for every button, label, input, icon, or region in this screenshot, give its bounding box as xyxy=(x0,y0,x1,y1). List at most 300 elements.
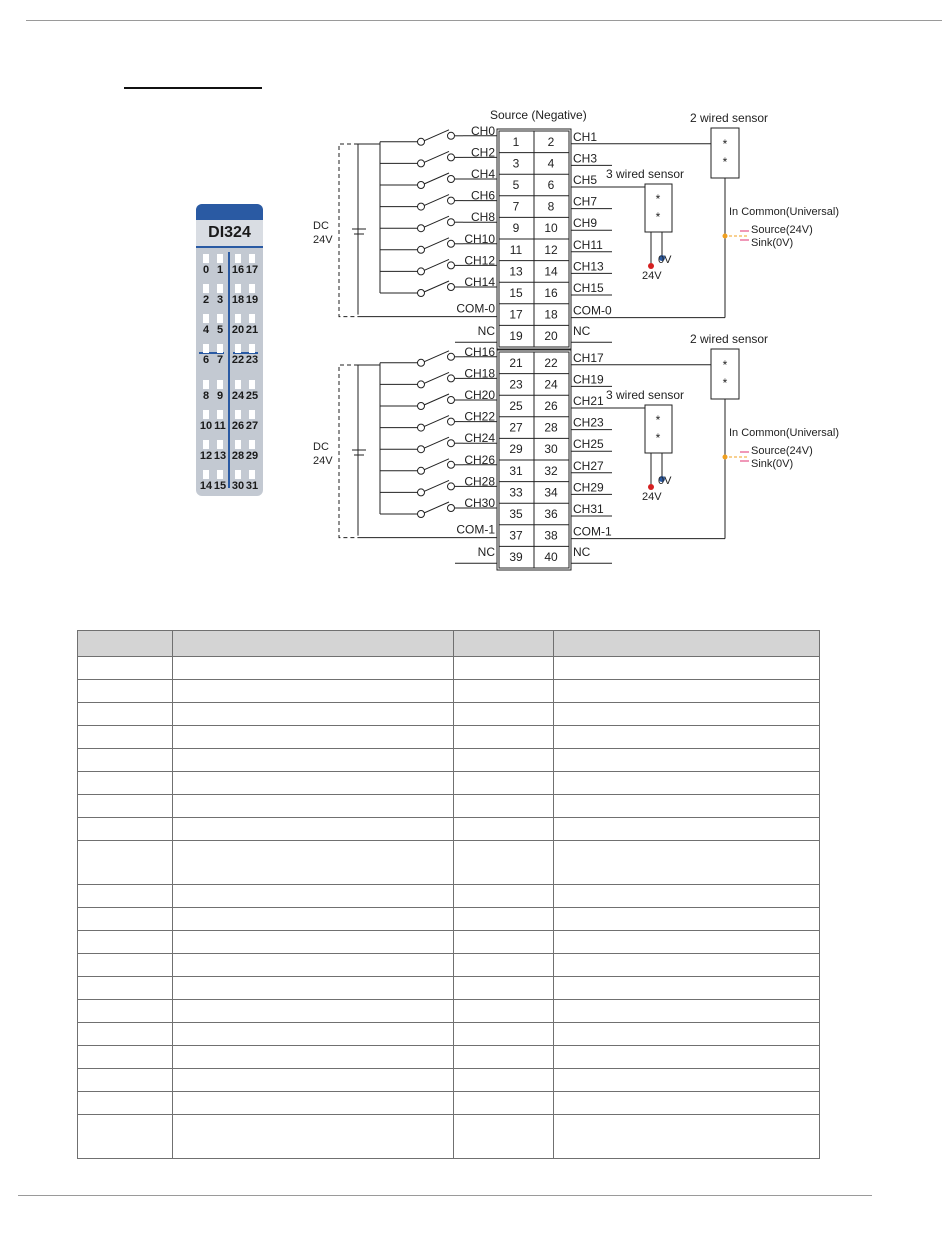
table-cell xyxy=(454,1000,554,1023)
channel-label-right: CH23 xyxy=(573,415,604,430)
terminal-24v-dot xyxy=(648,484,654,490)
module-pin-label xyxy=(244,440,260,462)
table-cell xyxy=(554,931,820,954)
pin-slot xyxy=(235,440,241,449)
table-cell xyxy=(78,885,173,908)
switch-blade xyxy=(424,394,449,405)
table-cell xyxy=(554,657,820,680)
module-pin-label xyxy=(212,254,228,276)
terminal-number: 38 xyxy=(544,528,558,543)
table-cell xyxy=(78,931,173,954)
module-pin-label xyxy=(244,314,260,336)
table-cell xyxy=(554,772,820,795)
module-pin-label xyxy=(244,410,260,432)
table-cell xyxy=(454,977,554,1000)
terminal-number: 7 xyxy=(512,199,520,214)
switch-blade xyxy=(424,259,449,270)
pin-slot xyxy=(235,380,241,389)
table-cell xyxy=(173,703,454,726)
switch-contact xyxy=(448,353,455,360)
com-label-left: COM-0 xyxy=(456,301,495,316)
terminal-number: 27 xyxy=(509,420,523,435)
common-node xyxy=(723,455,728,460)
pin-number: 11 xyxy=(214,420,226,432)
pin-slot xyxy=(235,410,241,419)
switch-blade xyxy=(424,130,449,141)
pin-slot xyxy=(217,440,223,449)
switch-blade xyxy=(424,351,449,362)
sensor-mark: * xyxy=(655,210,661,224)
terminal-number: 24 xyxy=(544,377,558,392)
pin-number: 31 xyxy=(245,480,259,492)
table-cell xyxy=(78,726,173,749)
terminal-number: 29 xyxy=(509,442,523,457)
channel-label-left: CH12 xyxy=(464,253,495,268)
table-cell xyxy=(78,841,173,885)
channel-label-right: CH21 xyxy=(573,394,604,408)
data-table xyxy=(77,630,820,1159)
dc-voltage-label: 24V xyxy=(313,234,333,246)
switch-contact xyxy=(418,511,425,518)
pin-slot xyxy=(249,254,255,263)
terminal-number: 6 xyxy=(547,178,555,192)
channel-label-right: CH15 xyxy=(573,281,604,295)
pin-number: 22 xyxy=(231,354,245,366)
switch-contact xyxy=(448,505,455,512)
pin-slot xyxy=(235,470,241,479)
switch-contact xyxy=(448,240,455,247)
table-row xyxy=(78,703,820,726)
switch-contact xyxy=(448,440,455,447)
table-cell xyxy=(554,1000,820,1023)
external-supply-dashed xyxy=(339,365,358,538)
table-cell xyxy=(554,1092,820,1115)
table-header-row xyxy=(78,631,820,657)
terminal-number: 33 xyxy=(509,485,523,500)
table-row xyxy=(78,818,820,841)
channel-label-right: CH27 xyxy=(573,458,604,473)
table-cell xyxy=(78,1115,173,1159)
switch-contact xyxy=(418,403,425,410)
pin-slot xyxy=(203,344,209,353)
table-cell xyxy=(78,749,173,772)
table-cell xyxy=(554,749,820,772)
table-header-cell xyxy=(78,631,173,657)
dc-voltage-label: 24V xyxy=(313,455,333,467)
table-cell xyxy=(454,1069,554,1092)
table-cell xyxy=(78,795,173,818)
pin-number: 17 xyxy=(245,264,259,276)
pin-slot xyxy=(249,470,255,479)
sensor-mark: * xyxy=(655,192,661,206)
com-label-right: COM-1 xyxy=(573,524,612,539)
table-header-cell xyxy=(554,631,820,657)
module-pin-row xyxy=(196,410,263,432)
two-wire-sensor-label: 2 wired sensor xyxy=(690,332,769,346)
module-pin-label xyxy=(212,410,228,432)
table-cell xyxy=(173,841,454,885)
table-cell xyxy=(554,703,820,726)
terminal-number: 18 xyxy=(544,307,558,322)
pin-slot xyxy=(217,470,223,479)
two-wire-sensor-label: 2 wired sensor xyxy=(690,111,769,125)
pin-number: 29 xyxy=(245,450,259,462)
table-row xyxy=(78,954,820,977)
pin-number: 1 xyxy=(216,264,224,276)
zero-volt-label: 0V xyxy=(658,254,672,266)
table-cell xyxy=(173,772,454,795)
pin-number: 30 xyxy=(231,480,245,492)
module-pin-area xyxy=(196,248,263,496)
channel-label-left: CH28 xyxy=(464,474,495,489)
table-row xyxy=(78,680,820,703)
channel-label-right: CH13 xyxy=(573,259,604,274)
switch-blade xyxy=(424,502,449,513)
switch-contact xyxy=(448,375,455,382)
pin-number: 27 xyxy=(245,420,259,432)
table-cell xyxy=(554,680,820,703)
pin-number: 14 xyxy=(199,480,213,492)
sensor-mark: * xyxy=(655,413,661,427)
table-cell xyxy=(454,772,554,795)
channel-label-left: CH8 xyxy=(470,210,495,225)
channel-label-right: CH19 xyxy=(573,372,604,387)
terminal-number: 21 xyxy=(509,355,523,370)
channel-label-right: CH25 xyxy=(573,437,604,452)
pin-number: 12 xyxy=(199,450,213,462)
switch-blade xyxy=(424,416,449,427)
switch-contact xyxy=(448,176,455,183)
table-cell xyxy=(454,726,554,749)
nc-label-left: NC xyxy=(477,324,495,339)
table-cell xyxy=(554,1069,820,1092)
sensor-mark: * xyxy=(722,376,728,390)
pin-slot xyxy=(235,254,241,263)
pin-number: 10 xyxy=(199,420,213,432)
table-cell xyxy=(454,1046,554,1069)
terminal-number: 15 xyxy=(509,286,523,300)
switch-blade xyxy=(424,238,449,249)
source-24v-option: Source(24V) xyxy=(751,224,813,236)
switch-contact xyxy=(418,225,425,232)
pin-slot xyxy=(249,410,255,419)
table-cell xyxy=(454,703,554,726)
table-cell xyxy=(173,885,454,908)
terminal-number: 22 xyxy=(544,355,558,370)
channel-label-right: CH7 xyxy=(573,194,598,209)
pin-number: 3 xyxy=(216,294,224,306)
switch-contact xyxy=(418,182,425,189)
terminal-number: 8 xyxy=(547,199,555,214)
switch-contact xyxy=(448,154,455,161)
table-cell xyxy=(78,977,173,1000)
terminal-number: 14 xyxy=(544,264,558,279)
three-wire-sensor-label: 3 wired sensor xyxy=(606,167,685,181)
table-cell xyxy=(173,749,454,772)
table-cell xyxy=(454,818,554,841)
module-pin-label xyxy=(212,440,228,462)
module-cap xyxy=(196,204,263,220)
table-cell xyxy=(78,772,173,795)
pin-slot xyxy=(235,284,241,293)
switch-blade xyxy=(424,151,449,162)
switch-blade xyxy=(424,281,449,292)
switch-blade xyxy=(424,437,449,448)
terminal-number: 19 xyxy=(509,329,523,344)
table-cell xyxy=(78,680,173,703)
pin-slot xyxy=(217,314,223,323)
module-pin-label xyxy=(244,380,260,402)
terminal-number: 12 xyxy=(544,242,558,257)
terminal-number: 40 xyxy=(544,550,558,565)
module-name: DI324 xyxy=(196,220,263,246)
table-cell xyxy=(454,954,554,977)
switch-contact xyxy=(448,219,455,226)
sink-0v-option: Sink(0V) xyxy=(751,458,794,470)
pin-slot xyxy=(203,410,209,419)
terminal-number: 36 xyxy=(544,507,558,521)
terminal-number: 37 xyxy=(509,528,523,543)
pin-slot xyxy=(217,254,223,263)
switch-contact xyxy=(418,446,425,453)
table-cell xyxy=(78,1092,173,1115)
terminal-number: 11 xyxy=(509,242,523,257)
table-cell xyxy=(454,657,554,680)
switch-contact xyxy=(418,290,425,297)
switch-contact xyxy=(418,246,425,253)
module-pin-label xyxy=(212,284,228,306)
module-pin-row xyxy=(196,344,263,366)
table-cell xyxy=(554,954,820,977)
switch-contact xyxy=(418,160,425,167)
table-cell xyxy=(454,1092,554,1115)
pin-slot xyxy=(217,410,223,419)
two-wire-sensor xyxy=(711,128,739,178)
table-cell xyxy=(78,954,173,977)
table-cell xyxy=(454,841,554,885)
nc-label-right: NC xyxy=(573,545,591,560)
v24-label: 24V xyxy=(642,270,662,282)
pin-number: 19 xyxy=(245,294,259,306)
terminal-number: 23 xyxy=(509,377,523,392)
table-cell xyxy=(554,841,820,885)
table-row xyxy=(78,977,820,1000)
pin-number: 5 xyxy=(216,324,224,336)
switch-blade xyxy=(424,480,449,491)
com-label-right: COM-0 xyxy=(573,303,612,318)
table-cell xyxy=(173,818,454,841)
table-cell xyxy=(173,1046,454,1069)
pin-slot xyxy=(235,314,241,323)
module-pin-row xyxy=(196,440,263,462)
v24-label: 24V xyxy=(642,491,662,503)
nc-label-left: NC xyxy=(477,545,495,560)
table-cell xyxy=(454,931,554,954)
terminal-number: 26 xyxy=(544,399,558,413)
switch-contact xyxy=(418,359,425,366)
table-cell xyxy=(173,726,454,749)
com-label-left: COM-1 xyxy=(456,522,495,537)
module-pin-label xyxy=(212,470,228,492)
switch-contact xyxy=(448,262,455,269)
table-row xyxy=(78,841,820,885)
channel-label-left: CH14 xyxy=(464,275,495,289)
table-row xyxy=(78,1092,820,1115)
switch-blade xyxy=(424,173,449,184)
module-pin-label xyxy=(244,344,260,366)
switch-blade xyxy=(424,216,449,227)
table-cell xyxy=(454,1115,554,1159)
pin-slot xyxy=(217,344,223,353)
switch-contact xyxy=(418,381,425,388)
channel-label-left: CH10 xyxy=(464,231,495,246)
table-cell xyxy=(78,703,173,726)
terminal-number: 20 xyxy=(544,329,558,344)
pin-slot xyxy=(217,380,223,389)
terminal-24v-dot xyxy=(648,263,654,269)
channel-label-right: CH1 xyxy=(573,129,598,144)
switch-blade xyxy=(424,459,449,470)
source-24v-option: Source(24V) xyxy=(751,445,813,457)
nc-label-right: NC xyxy=(573,324,591,339)
channel-label-left: CH0 xyxy=(470,123,495,138)
switch-contact xyxy=(448,132,455,139)
table-row xyxy=(78,1069,820,1092)
channel-label-left: CH4 xyxy=(470,167,495,181)
table-row xyxy=(78,1115,820,1159)
pin-number: 7 xyxy=(216,354,224,366)
table-row xyxy=(78,772,820,795)
table-header-cell xyxy=(454,631,554,657)
module-pin-row xyxy=(196,470,263,492)
module-pin-label xyxy=(244,284,260,306)
switch-contact xyxy=(448,418,455,425)
table-cell xyxy=(454,885,554,908)
pin-slot xyxy=(249,284,255,293)
table-cell xyxy=(173,657,454,680)
module-pin-label xyxy=(212,314,228,336)
table-cell xyxy=(78,908,173,931)
pin-slot xyxy=(203,254,209,263)
table-cell xyxy=(554,885,820,908)
table-cell xyxy=(554,726,820,749)
table-row xyxy=(78,1023,820,1046)
pin-slot xyxy=(249,314,255,323)
dc-label: DC xyxy=(313,220,329,232)
table-cell xyxy=(173,977,454,1000)
pin-number: 8 xyxy=(202,390,210,402)
pin-slot xyxy=(203,440,209,449)
pin-slot xyxy=(203,314,209,323)
table-row xyxy=(78,726,820,749)
bottom-rule xyxy=(18,1195,872,1196)
table-cell xyxy=(554,977,820,1000)
table-row xyxy=(78,657,820,680)
channel-label-left: CH24 xyxy=(464,431,495,446)
table-cell xyxy=(173,908,454,931)
terminal-number: 16 xyxy=(544,286,558,300)
terminal-number: 39 xyxy=(509,550,523,565)
source-negative-label: Source (Negative) xyxy=(490,108,587,122)
channel-label-left: CH2 xyxy=(470,145,495,160)
table-row xyxy=(78,1046,820,1069)
switch-contact xyxy=(418,138,425,145)
table-cell xyxy=(173,1000,454,1023)
table-cell xyxy=(78,1046,173,1069)
table-cell xyxy=(78,657,173,680)
dc-label: DC xyxy=(313,441,329,453)
sensor-mark: * xyxy=(722,155,728,169)
table-cell xyxy=(554,818,820,841)
pin-number: 16 xyxy=(231,264,245,276)
pin-number: 4 xyxy=(202,324,210,336)
sensor-mark: * xyxy=(655,431,661,445)
switch-contact xyxy=(448,397,455,404)
three-wire-sensor-label: 3 wired sensor xyxy=(606,388,685,402)
external-supply-dashed xyxy=(339,144,358,317)
pin-number: 6 xyxy=(202,354,210,366)
table-cell xyxy=(173,1023,454,1046)
pin-number: 21 xyxy=(245,324,259,336)
terminal-number: 10 xyxy=(544,221,558,236)
table-cell xyxy=(554,1023,820,1046)
table-cell xyxy=(554,908,820,931)
table-cell xyxy=(454,1023,554,1046)
table-cell xyxy=(454,749,554,772)
table-row xyxy=(78,931,820,954)
switch-contact xyxy=(418,489,425,496)
channel-label-right: CH9 xyxy=(573,216,598,231)
table-cell xyxy=(173,954,454,977)
pin-number: 2 xyxy=(202,294,210,306)
switch-contact xyxy=(448,483,455,490)
module-pin-row xyxy=(196,254,263,276)
pin-slot xyxy=(203,380,209,389)
switch-blade xyxy=(424,195,449,206)
pin-slot xyxy=(203,284,209,293)
pin-number: 28 xyxy=(231,450,245,462)
table-cell xyxy=(454,795,554,818)
pin-number: 0 xyxy=(202,264,210,276)
channel-label-right: CH17 xyxy=(573,350,604,365)
table-cell xyxy=(554,795,820,818)
pin-slot xyxy=(235,344,241,353)
channel-label-left: CH30 xyxy=(464,496,495,510)
switch-contact xyxy=(418,268,425,275)
pin-number: 18 xyxy=(231,294,245,306)
table-cell xyxy=(78,818,173,841)
pin-slot xyxy=(203,470,209,479)
terminal-number: 28 xyxy=(544,420,558,435)
two-wire-sensor xyxy=(711,349,739,399)
table-row xyxy=(78,885,820,908)
table-cell xyxy=(554,1115,820,1159)
table-header-cell xyxy=(173,631,454,657)
table-row xyxy=(78,749,820,772)
terminal-number: 9 xyxy=(512,221,520,236)
channel-label-right: CH5 xyxy=(573,173,598,187)
in-common-label: In Common(Universal) xyxy=(729,206,840,218)
table-cell xyxy=(78,1000,173,1023)
module-pin-row xyxy=(196,380,263,402)
channel-label-left: CH6 xyxy=(470,188,495,203)
sensor-mark: * xyxy=(722,137,728,151)
module-pin-label xyxy=(244,254,260,276)
switch-contact xyxy=(418,203,425,210)
pin-number: 23 xyxy=(245,354,259,366)
table-cell xyxy=(454,908,554,931)
pin-number: 24 xyxy=(231,390,245,402)
